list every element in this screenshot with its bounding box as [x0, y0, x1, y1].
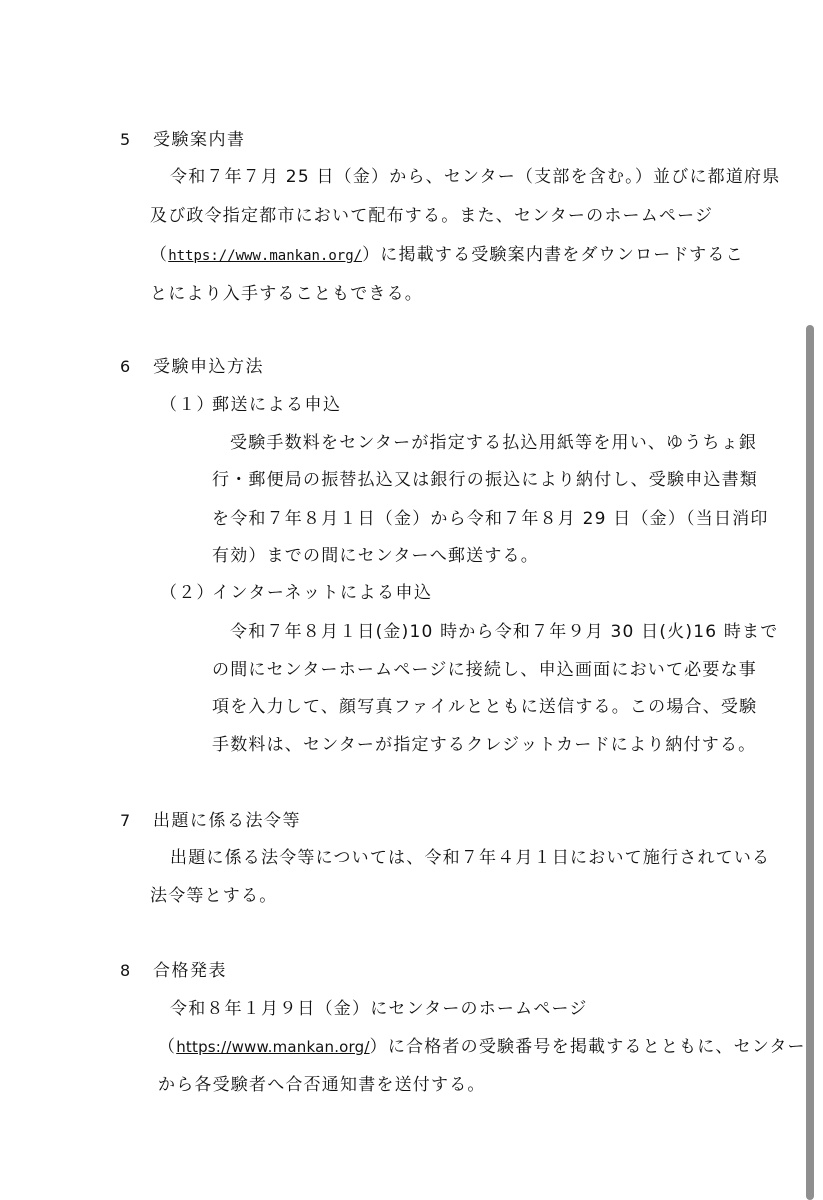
section-7-title: 出題に係る法令等 [153, 811, 301, 831]
section-5-number: 5 [120, 130, 131, 149]
subsection-1-line-1: 受験手数料をセンターが指定する払込用紙等を用い、ゆうちょ銀 [230, 433, 758, 453]
section-8-number: 8 [120, 961, 131, 980]
section-8-line-3: から各受験者へ合否通知書を送付する。 [158, 1075, 486, 1095]
subsection-2-line-1: 令和７年８月１日(金)10 時から令和７年９月 30 日(火)16 時まで [230, 622, 779, 642]
section-5-title: 受験案内書 [153, 130, 246, 150]
section-5-line-2: 及び政令指定都市において配布する。また、センターのホームページ [150, 206, 714, 226]
section-8-line-1: 令和８年１月９日（金）にセンターのホームページ [170, 999, 588, 1019]
subsection-2-line-2: の間にセンターホームページに接続し、申込画面において必要な事 [212, 660, 757, 680]
section-6-number: 6 [120, 357, 131, 376]
paren-open: （ [158, 1037, 177, 1057]
section-7-number: 7 [120, 811, 131, 830]
subsection-2-line-3: 項を入力して、顔写真ファイルとともに送信する。この場合、受験 [212, 697, 758, 717]
paren-open: （ [150, 245, 169, 265]
subsection-2-line-4: 手数料は、センターが指定するクレジットカードにより納付する。 [212, 735, 757, 755]
section-5-line-4: とにより入手することもできる。 [150, 284, 423, 304]
section-8-line-2-text: に合格者の受験番号を掲載するとともに、センター [387, 1037, 806, 1057]
paren-close: ） [369, 1037, 388, 1057]
subsection-1-line-3: を令和７年８月１日（金）から令和７年８月 29 日（金）（当日消印 [212, 509, 769, 529]
section-5-line-3 [150, 244, 744, 267]
subsection-2-title: インターネットによる申込 [212, 583, 433, 603]
section-7-line-2: 法令等とする。 [150, 886, 278, 906]
section-5-line-3-text: に掲載する受験案内書をダウンロードするこ [380, 245, 744, 265]
section-7-line-1: 出題に係る法令等については、令和７年４月１日において施行されている [170, 848, 771, 868]
subsection-1-label: （１） [160, 395, 215, 415]
section-6-title: 受験申込方法 [153, 357, 264, 377]
subsection-2-label: （２） [160, 583, 215, 603]
subsection-1-line-4: 有効）までの間にセンターへ郵送する。 [212, 546, 539, 566]
subsection-1-title: 郵送による申込 [212, 395, 342, 415]
homepage-url-link[interactable]: https://www.mankan.org/ [168, 248, 363, 264]
paren-close: ） [362, 245, 381, 265]
vertical-scrollbar[interactable] [806, 325, 814, 1200]
homepage-url-link[interactable]: https://www.mankan.org/ [176, 1038, 370, 1056]
section-5-line-1: 令和７年７月 25 日（金）から、センター（支部を含む。）並びに都道府県 [170, 167, 781, 187]
subsection-1-line-2: 行・郵便局の振替払込又は銀行の振込により納付し、受験申込書類 [212, 470, 758, 490]
section-8-title: 合格発表 [153, 961, 227, 981]
section-8-line-2 [158, 1036, 806, 1058]
